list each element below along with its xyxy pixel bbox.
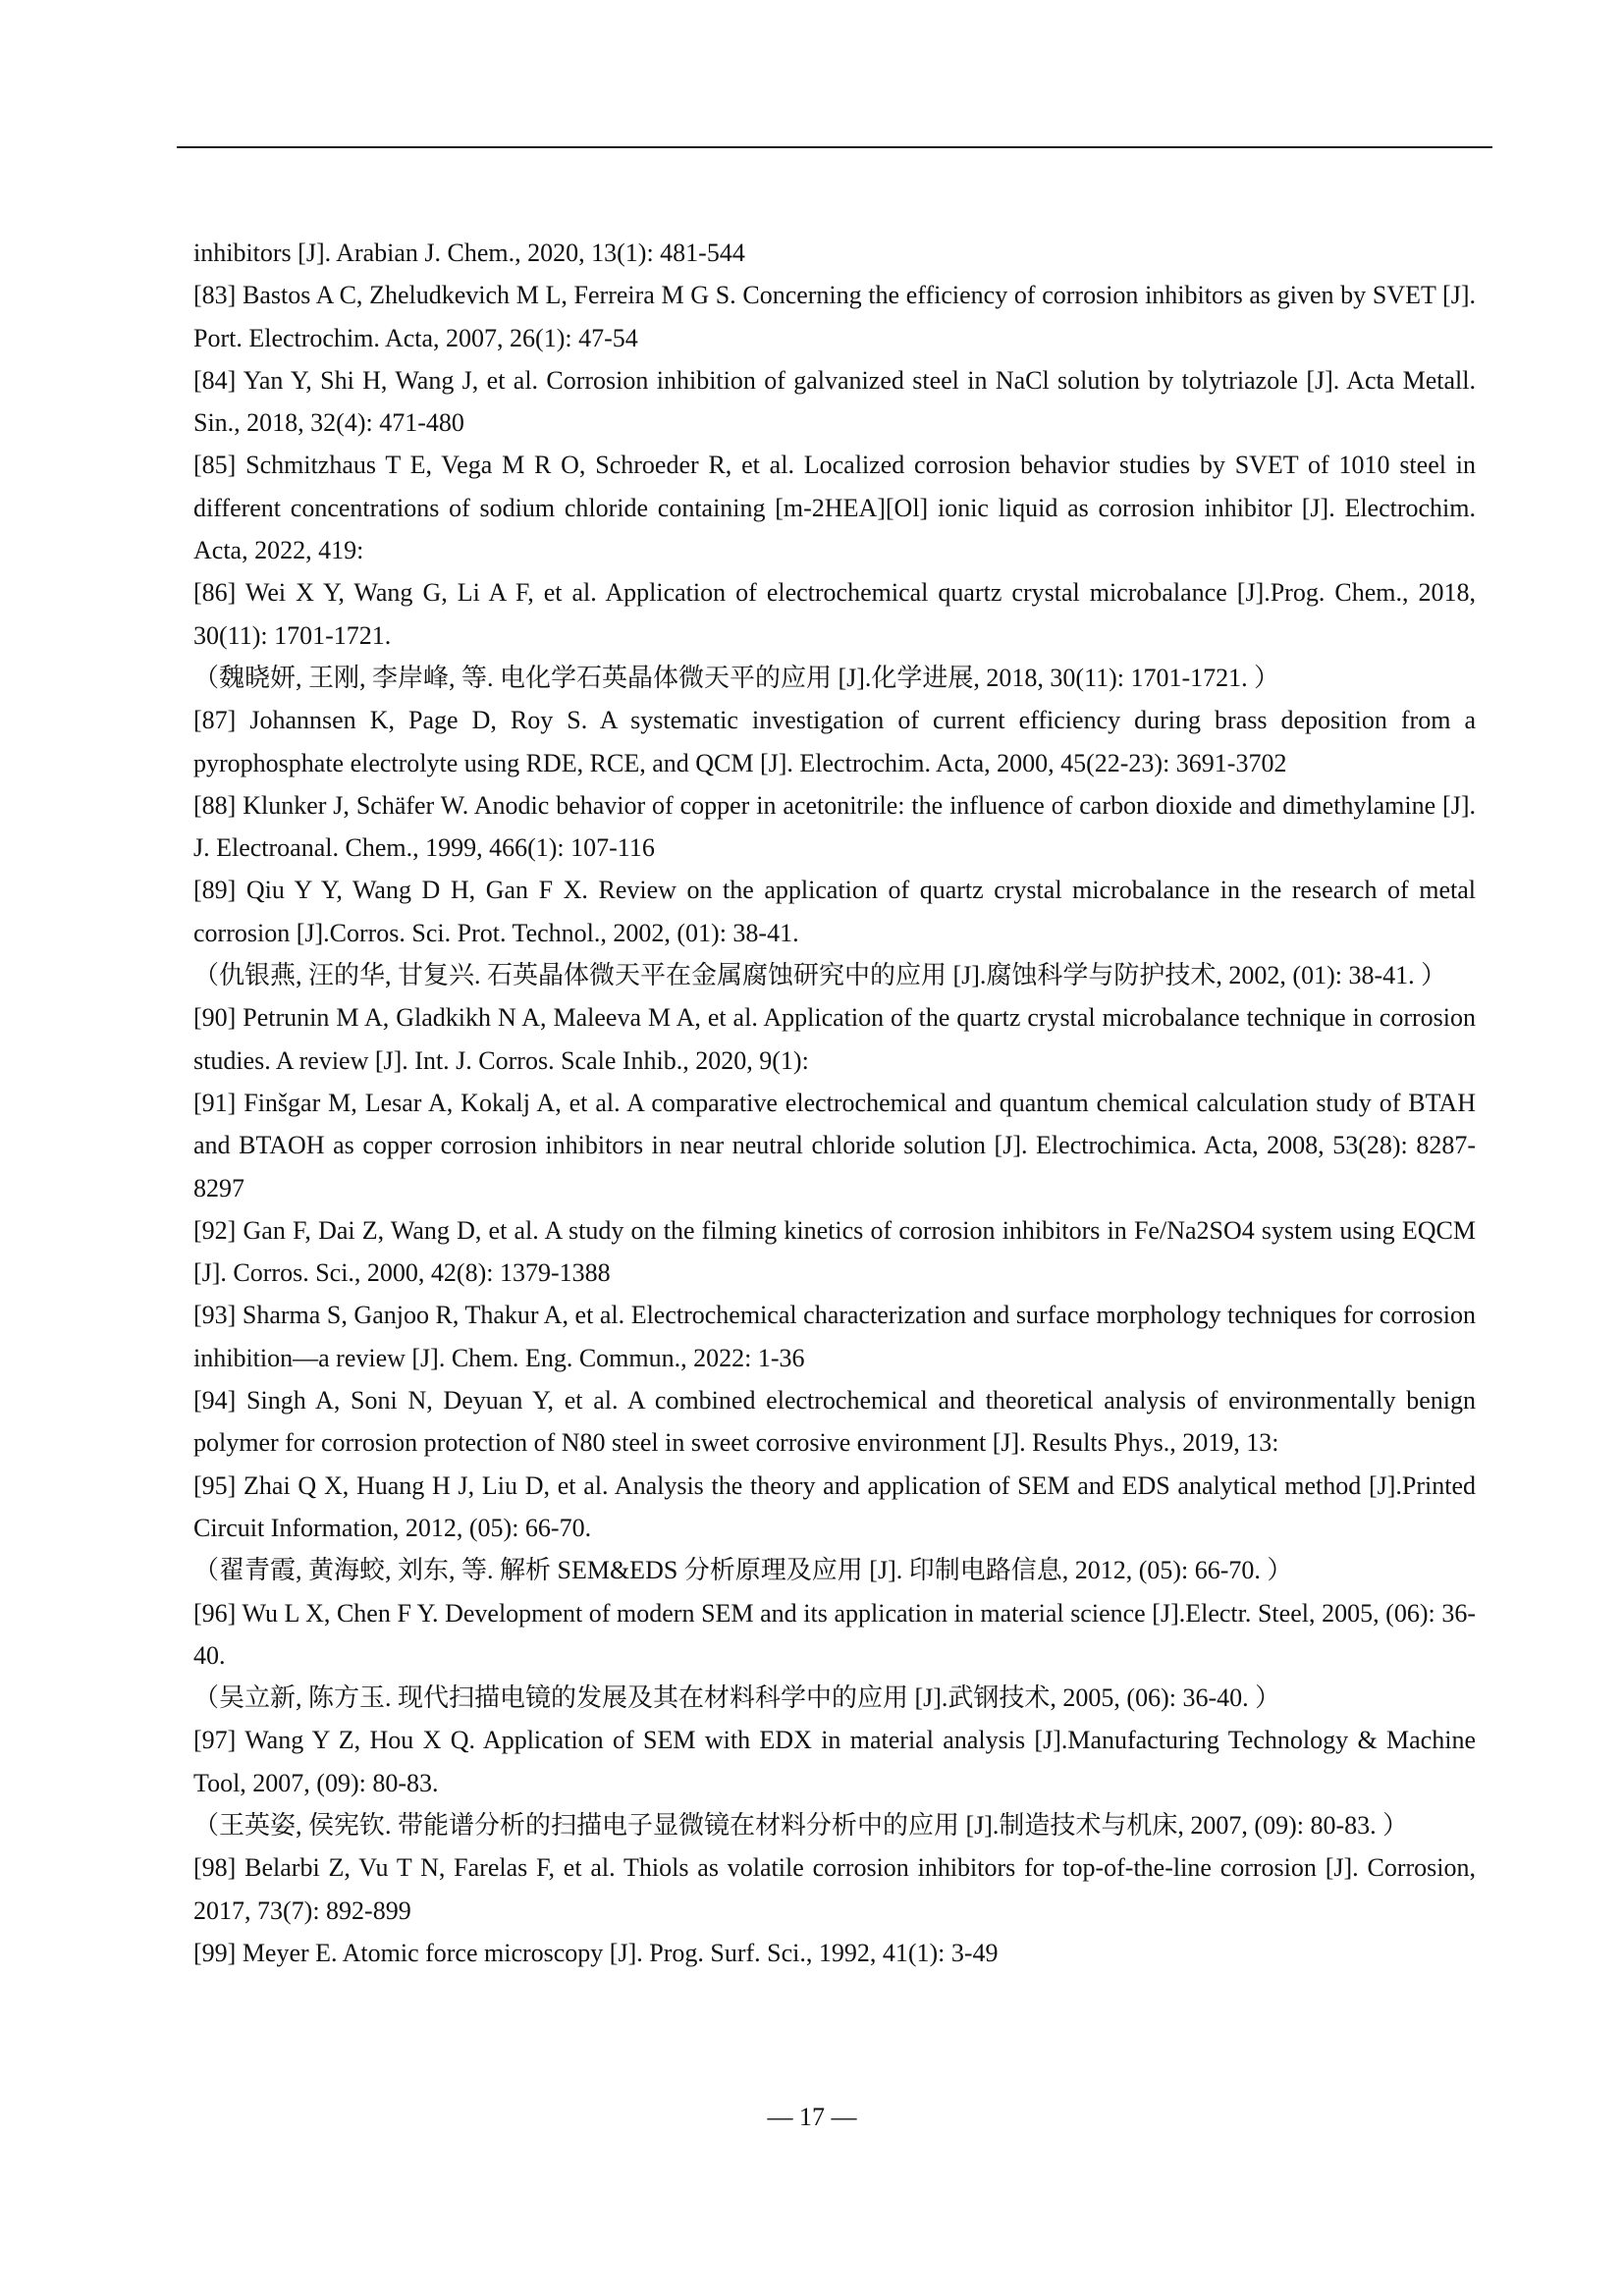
reference-97-chinese: （王英姿, 侯宪钦. 带能谱分析的扫描电子显微镜在材料分析中的应用 [J].制造技术与机床, 2007, (09): 80-83. ）	[193, 1810, 1409, 1840]
reference-99: [99] Meyer E. Atomic force microscopy [J]. Prog. Surf. Sci., 1992, 41(1): 3-49	[193, 1938, 999, 1967]
reference-95-chinese: （翟青霞, 黄海蛟, 刘东, 等. 解析 SEM&EDS 分析原理及应用 [J]. 印制电路信息, 2012, (05): 66-70. ）	[193, 1556, 1293, 1585]
reference-list	[193, 232, 1476, 1974]
reference-82-continued: inhibitors [J]. Arabian J. Chem., 2020, 13(1): 481-544	[193, 239, 745, 267]
reference-85: [85] Schmitzhaus T E, Vega M R O, Schroeder R, et al. Localized corrosion behavior studies by SVET of 1010 steel in different concentrations of sodium chloride containing [m-2HEA][Ol] ionic liquid as corrosion inhibitor [J]. Electrochim. Acta, 2022, 419:	[193, 451, 1476, 565]
reference-94: [94] Singh A, Soni N, Deyuan Y, et al. A combined electrochemical and theoretical analysis of environmentally benign polymer for corrosion protection of N80 steel in sweet corrosive environment [J]. Results Phys., 2019, 13:	[193, 1386, 1476, 1458]
reference-89: [89] Qiu Y Y, Wang D H, Gan F X. Review on the application of quartz crystal microbalance in the research of metal corrosion [J].Corros. Sci. Prot. Technol., 2002, (01): 38-41.	[193, 876, 1476, 947]
reference-83: [83] Bastos A C, Zheludkevich M L, Ferreira M G S. Concerning the efficiency of corrosion inhibitors as given by SVET [J]. Port. Electrochim. Acta, 2007, 26(1): 47-54	[193, 281, 1476, 352]
reference-96-chinese: （吴立新, 陈方玉. 现代扫描电镜的发展及其在材料科学中的应用 [J].武钢技术, 2005, (06): 36-40. ）	[193, 1683, 1281, 1713]
reference-97: [97] Wang Y Z, Hou X Q. Application of SEM with EDX in material analysis [J].Manufacturing Technology & Machine Tool, 2007, (09): 80-83.	[193, 1726, 1476, 1797]
reference-92: [92] Gan F, Dai Z, Wang D, et al. A study on the filming kinetics of corrosion inhibitors in Fe/Na2SO4 system using EQCM [J]. Corros. Sci., 2000, 42(8): 1379-1388	[193, 1215, 1476, 1288]
reference-91: [91] Finšgar M, Lesar A, Kokalj A, et al. A comparative electrochemical and quantum chemical calculation study of BTAH and BTAOH as copper corrosion inhibitors in near neutral chloride solution [J]. Electrochimica. Acta, 2008, 53(28): 8287-8297	[193, 1088, 1476, 1202]
reference-96: [96] Wu L X, Chen F Y. Development of modern SEM and its application in material science [J].Electr. Steel, 2005, (06): 36-40.	[193, 1598, 1476, 1670]
reference-88: [88] Klunker J, Schäfer W. Anodic behavior of copper in acetonitrile: the influence of carbon dioxide and dimethylamine [J]. J. Electroanal. Chem., 1999, 466(1): 107-116	[193, 790, 1476, 863]
reference-84: [84] Yan Y, Shi H, Wang J, et al. Corrosion inhibition of galvanized steel in NaCl solution by tolytriazole [J]. Acta Metall. Sin., 2018, 32(4): 471-480	[193, 365, 1476, 438]
reference-86: [86] Wei X Y, Wang G, Li A F, et al. Application of electrochemical quartz crystal microbalance [J].Prog. Chem., 2018, 30(11): 1701-1721.	[193, 578, 1476, 650]
header-rule	[177, 146, 1492, 148]
reference-90: [90] Petrunin M A, Gladkikh N A, Maleeva M A, et al. Application of the quartz crystal microbalance technique in corrosion studies. A review [J]. Int. J. Corros. Scale Inhib., 2020, 9(1):	[193, 1003, 1476, 1075]
reference-89-chinese: （仇银燕, 汪的华, 甘复兴. 石英晶体微天平在金属腐蚀研究中的应用 [J].腐蚀科学与防护技术, 2002, (01): 38-41. ）	[193, 961, 1447, 990]
reference-93: [93] Sharma S, Ganjoo R, Thakur A, et al. Electrochemical characterization and surface morphology techniques for corrosion inhibition—a review [J]. Chem. Eng. Commun., 2022: 1-36	[193, 1301, 1476, 1372]
page-number: — 17 —	[767, 2103, 857, 2131]
reference-87: [87] Johannsen K, Page D, Roy S. A systematic investigation of current efficiency during brass deposition from a pyrophosphate electrolyte using RDE, RCE, and QCM [J]. Electrochim. Acta, 2000, 45(22-23): 3691-3702	[193, 706, 1476, 777]
reference-86-chinese: （魏晓妍, 王刚, 李岸峰, 等. 电化学石英晶体微天平的应用 [J].化学进展, 2018, 30(11): 1701-1721. ）	[193, 663, 1280, 692]
reference-98: [98] Belarbi Z, Vu T N, Farelas F, et al. Thiols as volatile corrosion inhibitors for top-of-the-line corrosion [J]. Corrosion, 2017, 73(7): 892-899	[193, 1853, 1476, 1925]
reference-95: [95] Zhai Q X, Huang H J, Liu D, et al. Analysis the theory and application of SEM and EDS analytical method [J].Printed Circuit Information, 2012, (05): 66-70.	[193, 1470, 1476, 1542]
